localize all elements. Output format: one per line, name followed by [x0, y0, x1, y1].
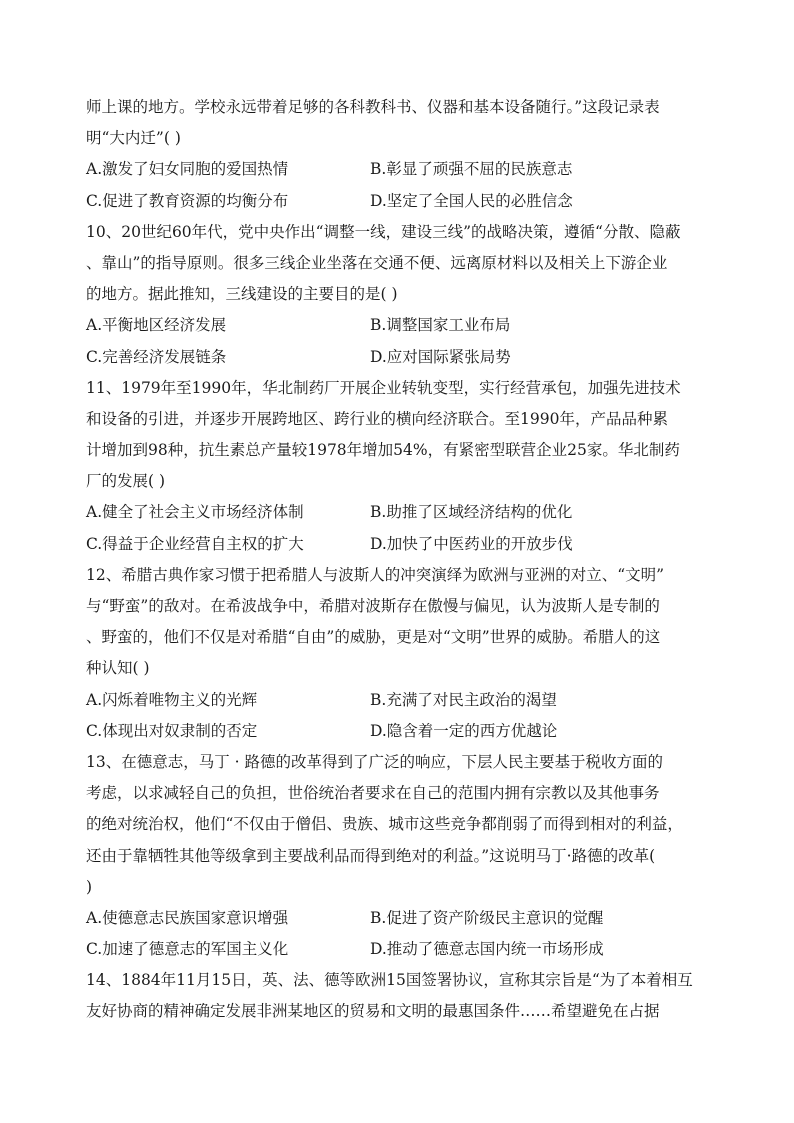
question-text-line: 14、1884年11月15日，英、法、德等欧洲15国签署协议，宣称其宗旨是“为了本着相互 — [86, 971, 693, 990]
question-q13 — [86, 747, 698, 965]
option-row — [86, 685, 698, 716]
question-text-line: 11、1979年至1990年，华北制药厂开展企业转轨变型，实行经营承包，加强先进技术 — [86, 378, 681, 397]
answer-option[interactable]: B.充满了对民主政治的渴望 — [370, 690, 557, 709]
question-text-line: 和设备的引进，并逐步开展跨地区、跨行业的横向经济联合。至1990年，产品品种累 — [86, 409, 668, 428]
answer-option[interactable]: D.坚定了全国人民的必胜信念 — [370, 191, 573, 210]
answer-option[interactable]: C.得益于企业经营自主权的扩大 — [86, 534, 304, 553]
question-text-line: 10、20世纪60年代，党中央作出“调整一线，建设三线”的战略决策，遵循“分散、隐蔽 — [86, 222, 681, 241]
option-row — [86, 310, 698, 341]
answer-option[interactable]: C.体现出对奴隶制的否定 — [86, 721, 258, 740]
answer-option[interactable]: C.完善经济发展链条 — [86, 347, 227, 366]
question-text-line: 明“大内迁”( ) — [86, 129, 181, 148]
question-text-line: 师上课的地方。学校永远带着足够的各科教科书、仪器和基本设备随行。”这段记录表 — [86, 98, 660, 116]
option-row — [86, 497, 698, 528]
question-text-line: 友好协商的精神确定发展非洲某地区的贸易和文明的最惠国条件……希望避免在占据 — [86, 1002, 660, 1021]
answer-option[interactable]: D.应对国际紧张局势 — [370, 347, 511, 366]
question-text-line: 、靠山”的指导原则。很多三线企业坐落在交通不便、远离原材料以及相关上下游企业 — [86, 253, 668, 272]
question-q12 — [86, 560, 698, 747]
option-row — [86, 903, 698, 934]
question-text-line: 厂的发展( ) — [86, 472, 166, 491]
answer-option[interactable]: D.隐含着一定的西方优越论 — [370, 721, 558, 740]
question-text-line: 计增加到98种，抗生素总产量较1978年增加54%，有紧密型联营企业25家。华北制药 — [86, 441, 680, 460]
question-text-line: 、野蛮的，他们不仅是对希腊“自由”的威胁，更是对“文明”世界的威胁。希腊人的这 — [86, 628, 661, 647]
answer-option[interactable]: A.激发了妇女同胞的爱国热情 — [86, 160, 289, 179]
answer-option[interactable]: A.健全了社会主义市场经济体制 — [86, 503, 304, 522]
question-text-line: 12、希腊古典作家习惯于把希腊人与波斯人的冲突演绎为欧洲与亚洲的对立、“文明” — [86, 565, 665, 584]
option-row — [86, 529, 698, 560]
option-row — [86, 716, 698, 747]
option-row — [86, 186, 698, 217]
answer-option[interactable]: B.促进了资产阶级民主意识的觉醒 — [370, 908, 604, 927]
answer-option[interactable]: B.助推了区域经济结构的优化 — [370, 503, 573, 522]
question-q10 — [86, 217, 698, 373]
answer-option[interactable]: C.加速了德意志的军国主义化 — [86, 940, 289, 959]
question-text-line: 13、在德意志，马丁 · 路德的改革得到了广泛的响应，下层人民主要基于税收方面的 — [86, 752, 664, 771]
question-text-line: 还由于靠牺牲其他等级拿到主要战利品而得到绝对的利益。”这说明马丁·路德的改革( — [86, 846, 656, 865]
answer-option[interactable]: A.闪烁着唯物主义的光辉 — [86, 690, 258, 709]
option-row — [86, 154, 698, 185]
answer-option[interactable]: D.加快了中医药业的开放步伐 — [370, 534, 573, 553]
question-q14 — [86, 965, 698, 1027]
question-q11 — [86, 373, 698, 560]
question-text-line: 的地方。据此推知，三线建设的主要目的是( ) — [86, 285, 398, 304]
answer-option[interactable]: C.促进了教育资源的均衡分布 — [86, 191, 289, 210]
question-text-line: 种认知( ) — [86, 659, 150, 678]
answer-option[interactable]: A.平衡地区经济发展 — [86, 316, 227, 335]
answer-option[interactable]: B.调整国家工业布局 — [370, 316, 511, 335]
answer-option[interactable]: A.使德意志民族国家意识增强 — [86, 908, 289, 927]
question-text-line: 考虑，以求减轻自己的负担，世俗统治者要求在自己的范围内拥有宗教以及其他事务 — [86, 784, 660, 803]
question-continuation — [86, 92, 698, 217]
answer-option[interactable]: D.推动了德意志国内统一市场形成 — [370, 940, 604, 959]
question-text-line: ) — [86, 877, 93, 896]
question-text-line: 的绝对统治权，他们“不仅由于僧侣、贵族、城市这些竞争都削弱了而得到相对的利益， — [86, 815, 683, 834]
question-list — [86, 92, 698, 1028]
option-row — [86, 934, 698, 965]
answer-option[interactable]: B.彰显了顽强不屈的民族意志 — [370, 160, 573, 179]
question-text-line: 与“野蛮”的敌对。在希波战争中，希腊对波斯存在傲慢与偏见，认为波斯人是专制的 — [86, 597, 660, 615]
option-row — [86, 342, 698, 373]
